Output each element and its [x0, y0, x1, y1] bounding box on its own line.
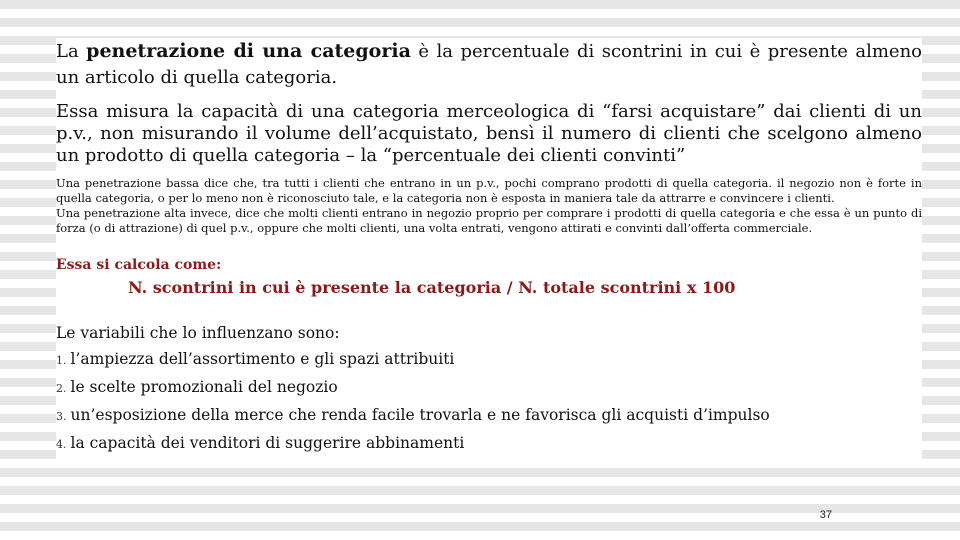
- formula-label: Essa si calcola come:: [56, 257, 222, 273]
- list-item: [56, 374, 922, 402]
- measure-paragraph: Essa misura la capacità di una categoria merceologica di “farsi acquistare” dai clienti di un p.v., non misurando il volume dell’acquistato, bensì il numero di clienti che scelgono almeno un prodotto di quella categoria – la “percentuale dei clienti convinti”: [56, 101, 922, 166]
- variables-list: [56, 346, 922, 458]
- page-number: 37: [819, 509, 832, 521]
- list-item-text: la capacità dei venditori di suggerire abbinamenti: [70, 434, 465, 452]
- formula-block: [56, 256, 922, 298]
- list-item-text: un’esposizione della merce che renda facile trovarla e ne favorisca gli acquisti d’impulso: [70, 406, 770, 424]
- list-item-text: l’ampiezza dell’assortimento e gli spazi attribuiti: [70, 350, 455, 368]
- high-penetration-paragraph: Una penetrazione alta invece, dice che molti clienti entrano in negozio proprio per comprare i prodotti di quella categoria e che essa è un punto di forza (o di attrazione) di quel p.v., oppure che molti clienti, una volta entrati, vengono attirati e convinti dall’offerta commerciale.: [56, 206, 922, 235]
- definition-paragraph: [56, 38, 922, 91]
- list-item-number: 4.: [56, 438, 67, 451]
- list-item-number: 1.: [56, 354, 67, 367]
- list-item-number: 3.: [56, 410, 67, 423]
- definition-lead: La: [56, 41, 87, 62]
- variables-intro: Le variabili che lo influenzano sono:: [56, 324, 340, 342]
- list-item: [56, 346, 922, 374]
- definition-term: penetrazione di una categoria: [86, 40, 411, 62]
- slide-content: [56, 38, 922, 462]
- list-item: [56, 402, 922, 430]
- definition-rest: è la percentuale di scontrini in cui è presente almeno un articolo di quella categoria.: [56, 41, 922, 88]
- list-item: [56, 430, 922, 458]
- formula-expression: N. scontrini in cui è presente la categoria / N. totale scontrini x 100: [128, 278, 736, 297]
- list-item-text: le scelte promozionali del negozio: [70, 378, 338, 396]
- variables-block: [56, 320, 922, 458]
- low-penetration-paragraph: Una penetrazione bassa dice che, tra tutti i clienti che entrano in un p.v., pochi comprano prodotti di quella categoria. il negozio non è forte in quella categoria, o per lo meno non è riconosciuto tale, e la categoria non è esposta in maniera tale da attrarre e convincere i clienti.: [56, 176, 922, 205]
- list-item-number: 2.: [56, 382, 67, 395]
